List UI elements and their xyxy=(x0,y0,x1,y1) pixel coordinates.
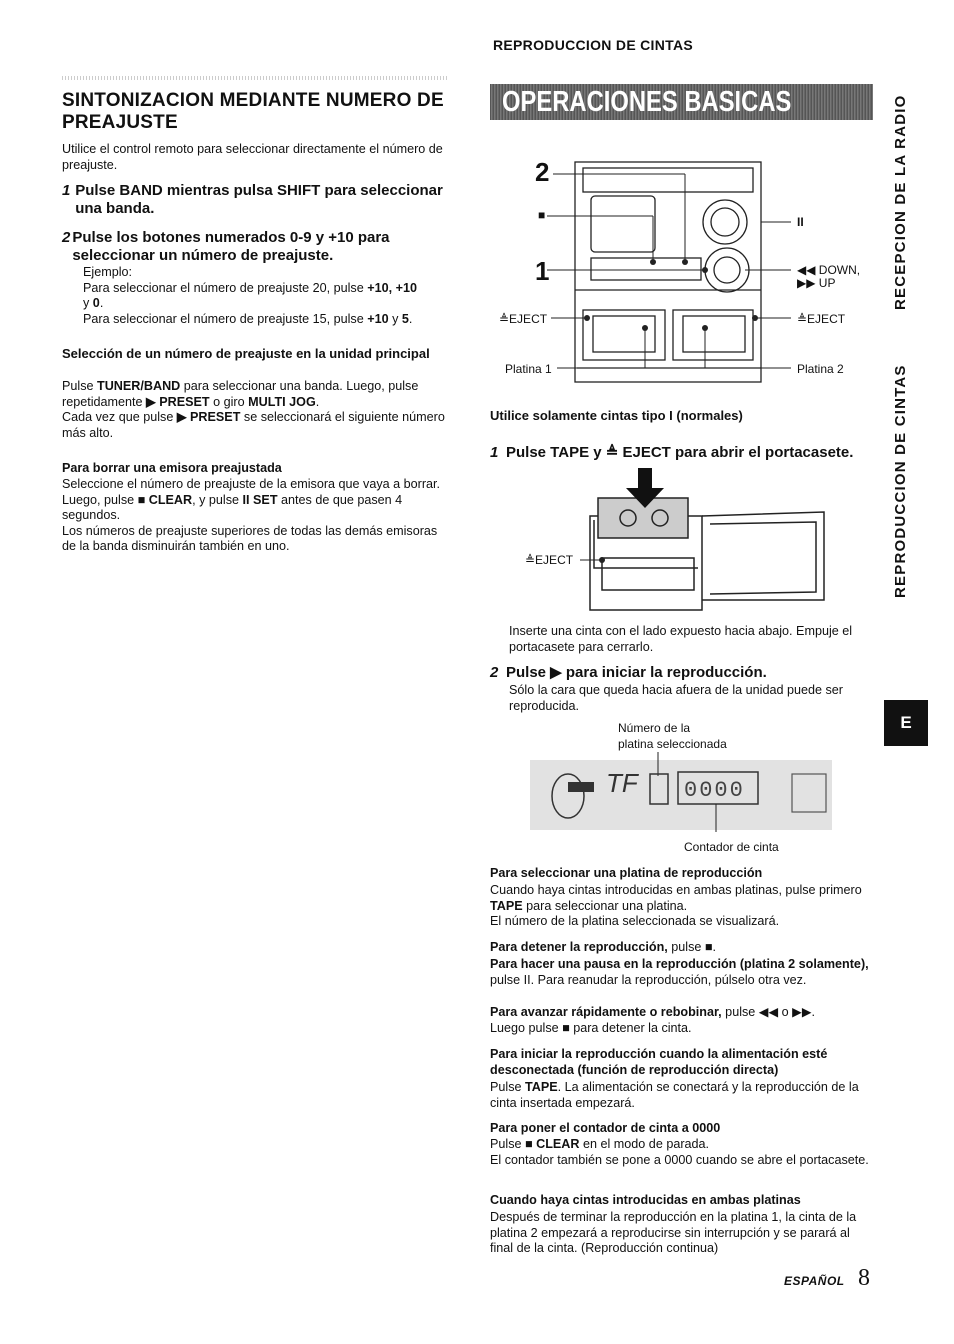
select-heading: Selección de un número de preajuste en la unidad principal xyxy=(62,346,430,361)
callout-selected-deck: platina seleccionada xyxy=(618,737,727,751)
banner xyxy=(490,84,873,120)
left-intro: Utilice el control remoto para seleccionar directamente el número de preajuste. xyxy=(62,142,443,172)
footer-language: ESPAÑOL xyxy=(784,1274,845,1288)
callout-eject-left: ≜EJECT xyxy=(499,312,548,326)
callout-deck-number: Número de la xyxy=(618,721,691,735)
stop-line: Para detener la reproducción, pulse ■. xyxy=(490,940,716,954)
callout-stop: ■ xyxy=(538,208,546,222)
callout-deck-1: Platina 1 xyxy=(505,362,552,376)
step-text: Pulse BAND mientras pulsa SHIFT para seleccionar una banda. xyxy=(75,182,443,217)
language-tab: E xyxy=(884,700,928,746)
left-title: SINTONIZACION MEDIANTE NUMERO DE PREAJUSTE xyxy=(62,90,444,133)
section-header: REPRODUCCION DE CINTAS xyxy=(493,37,694,53)
step-1-text: Inserte una cinta con el lado expuesto hacia abajo. Empuje el portacasete para cerrarlo. xyxy=(509,624,853,654)
step-2-text: Sólo la cara que queda hacia afuera de la unidad puede ser reproducida. xyxy=(509,683,843,713)
callout-2: 2 xyxy=(535,157,550,187)
example-1-cont: y 0. xyxy=(83,296,104,310)
sidebar-tab-radio: RECEPCION DE LA RADIO xyxy=(892,94,909,310)
select-deck-text: Cuando haya cintas introducidas en ambas platinas, pulse primero TAPE para seleccionar una platina. El número de la platina seleccionada se visualizará. xyxy=(490,883,862,928)
step-number: 1 xyxy=(62,182,71,199)
direct-heading: Para iniciar la reproducción cuando la alimentación esté desconectada (función de reproducción directa) xyxy=(490,1047,828,1077)
example-2: Para seleccionar el número de preajuste 15, pulse +10 y 5. xyxy=(83,311,413,326)
delete-heading: Para borrar una emisora preajustada xyxy=(62,461,282,475)
both-heading: Cuando haya cintas introducidas en ambas platinas xyxy=(490,1193,801,1207)
title-rule xyxy=(62,76,448,80)
select-text: Pulse TUNER/BAND para seleccionar una banda. Luego, pulse repetidamente ▶ PRESET o giro MULTI JOG. Cada vez que pulse ▶ PRESET se seleccionará el siguiente número más alto. xyxy=(62,379,445,440)
callout-eject-right: ≜EJECT xyxy=(797,312,846,326)
tape-type-note: Utilice solamente cintas tipo I (normales) xyxy=(490,408,743,423)
right-step-1: 1 Pulse TAPE y ≜ EJECT para abrir el portacasete. xyxy=(490,444,854,461)
callout-down: ◀◀ DOWN, xyxy=(797,263,861,277)
svg-text:TF: TF xyxy=(606,768,638,798)
callout-pause: II xyxy=(797,215,804,229)
step-text: Pulse los botones numerados 0-9 y +10 para seleccionar un número de preajuste. xyxy=(72,229,390,264)
example-1: Para seleccionar el número de preajuste 20, pulse +10, +10 xyxy=(83,280,417,295)
delete-text: Seleccione el número de preajuste de la emisora que vaya a borrar. Luego, pulse ■ CLEAR, y pulse II SET antes de que pasen 4 segundos. Los números de preajuste superiores de todas las demás emisoras de la banda disminuirán también en uno. xyxy=(62,477,441,553)
both-text: Después de terminar la reproducción en la platina 1, la cinta de la platina 2 empezará a reproducirse sin interrupción y se parará al final de la cinta. (Reproducción continua) xyxy=(490,1210,857,1255)
callout-counter: Contador de cinta xyxy=(684,840,779,854)
callout-deck-2: Platina 2 xyxy=(797,362,844,376)
ff-line: Para avanzar rápidamente o rebobinar, pulse ◀◀ o ▶▶. Luego pulse ■ para detener la cinta. xyxy=(490,1005,816,1035)
select-deck-heading: Para seleccionar una platina de reproducción xyxy=(490,866,763,880)
example-block xyxy=(62,265,448,327)
callout-up: ▶▶ UP xyxy=(797,276,836,290)
left-step-1 xyxy=(62,182,448,218)
page-number: 8 xyxy=(858,1265,870,1291)
banner-title: OPERACIONES BASICAS xyxy=(502,86,792,118)
step-number: 2 xyxy=(62,229,71,246)
reset-heading: Para poner el contador de cinta a 0000 xyxy=(490,1121,721,1135)
pause-line: Para hacer una pausa en la reproducción (platina 2 solamente), pulse II. Para reanudar la reproducción, púlselo otra vez. xyxy=(490,957,869,987)
right-step-2: 2 Pulse ▶ para iniciar la reproducción. xyxy=(490,664,767,681)
reset-text: Pulse ■ CLEAR en el modo de parada. El contador también se pone a 0000 cuando se abre el portacasete. xyxy=(490,1137,869,1167)
display-panel xyxy=(530,752,834,832)
direct-text: Pulse TAPE. La alimentación se conectará y la reproducción de la cinta insertada empezará. xyxy=(490,1080,859,1110)
left-step-2 xyxy=(62,229,448,265)
sidebar-tab-cintas: REPRODUCCION DE CINTAS xyxy=(892,364,909,598)
callout-1: 1 xyxy=(535,256,550,286)
callout-eject: ≜EJECT xyxy=(525,553,574,567)
example-label: Ejemplo: xyxy=(83,265,132,279)
svg-text:0000: 0000 xyxy=(684,778,745,803)
cassette-diagram xyxy=(580,468,830,618)
